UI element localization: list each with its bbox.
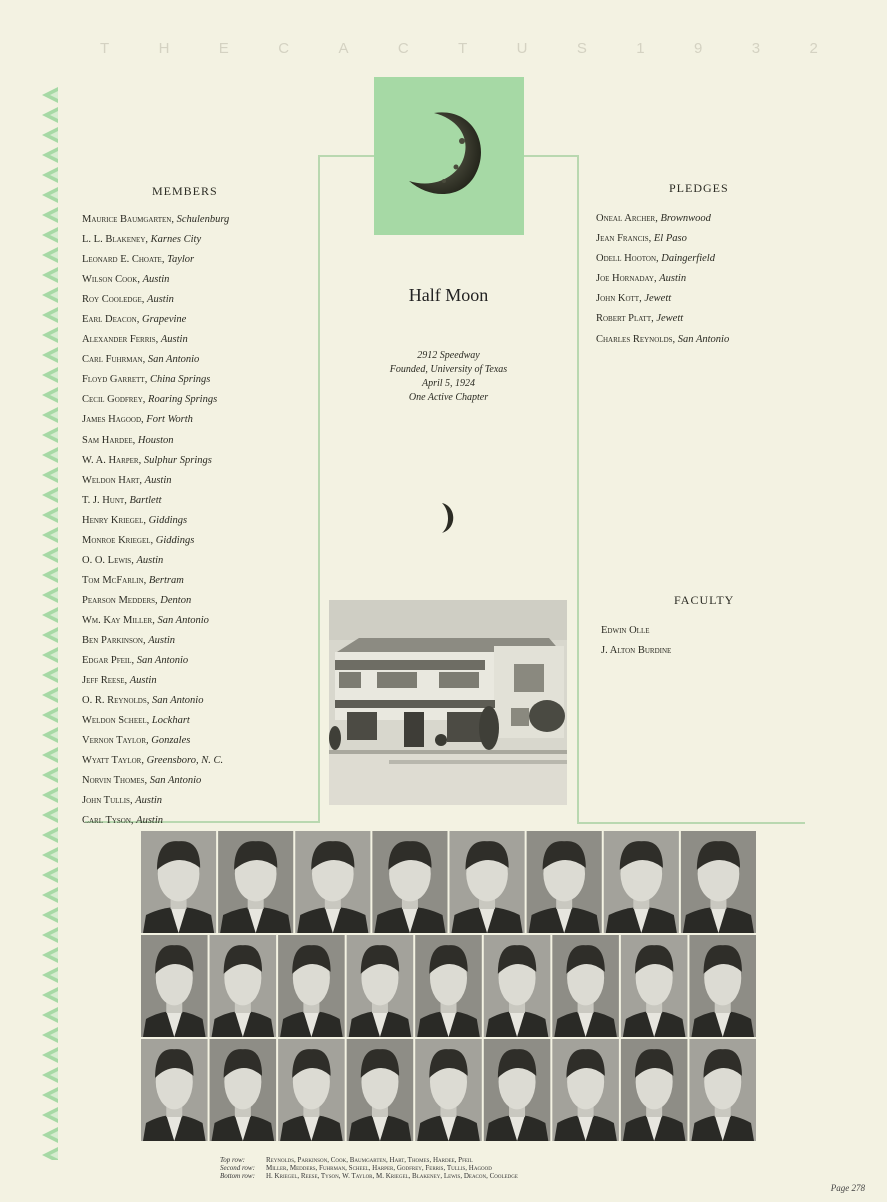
- member-item: Edgar Pfeil, San Antonio: [82, 655, 189, 667]
- chapter-address: 2912 Speedway: [417, 350, 480, 361]
- pledge-name: Jean Francis: [596, 233, 649, 245]
- member-hometown: Austin: [160, 334, 188, 346]
- member-item: Carl Tyson, Austin: [82, 815, 164, 827]
- member-portrait: [681, 831, 756, 933]
- faculty-list: [601, 621, 671, 661]
- member-hometown: Austin: [147, 294, 174, 306]
- member-item: Pearson Medders, Denton: [82, 594, 192, 606]
- member-name: Norvin Thomes: [82, 775, 145, 787]
- member-portrait: [141, 1039, 208, 1141]
- member-item: Weldon Hart, Austin: [82, 474, 172, 486]
- member-portrait: [621, 935, 688, 1037]
- member-portrait: [552, 1039, 619, 1141]
- member-hometown: Denton: [160, 594, 192, 606]
- member-name: O. R. Reynolds: [82, 695, 147, 707]
- member-item: Maurice Baumgarten, Schulenburg: [82, 214, 230, 225]
- member-portrait: [218, 831, 293, 933]
- member-name: Henry Kriegel: [82, 514, 144, 526]
- header-letter: 3: [751, 40, 763, 57]
- member-name: Wyatt Taylor: [82, 755, 142, 767]
- header-letter: E: [218, 40, 231, 57]
- frame-line-left: [318, 155, 320, 823]
- member-hometown: Giddings: [155, 534, 195, 546]
- pledge-name: Joe Hornaday: [596, 273, 654, 285]
- member-name: John Tullis: [82, 795, 130, 807]
- emblem-panel: [374, 77, 524, 235]
- member-name: Wm. Kay Miller: [82, 614, 153, 626]
- chapter-date: April 5, 1924: [421, 378, 476, 389]
- pledge-item: Odell Hooton, Daingerfield: [596, 253, 715, 265]
- pledge-name: Charles Reynolds: [596, 333, 673, 345]
- member-item: Ben Parkinson, Austin: [82, 634, 176, 646]
- running-header: [100, 40, 820, 57]
- member-hometown: Roaring Springs: [148, 394, 218, 406]
- member-name: Roy Cooledge: [82, 294, 142, 306]
- pledge-hometown: Jewett: [656, 313, 684, 325]
- pledge-name: Odell Hooton: [596, 253, 657, 265]
- member-hometown: Austin: [135, 795, 163, 807]
- faculty-name: Edwin Olle: [601, 625, 650, 636]
- chapter-count: One Active Chapter: [408, 392, 489, 403]
- header-letter: S: [576, 40, 589, 57]
- member-name: L. L. Blakeney: [82, 234, 146, 246]
- member-item: Weldon Scheel, Lockhart: [82, 715, 190, 727]
- member-portrait: [347, 1039, 414, 1141]
- members-list: [82, 210, 229, 831]
- member-portrait: [450, 831, 525, 933]
- pledge-item: Oneal Archer, Brownwood: [596, 213, 711, 224]
- member-hometown: Austin: [129, 675, 157, 687]
- member-portrait: [295, 831, 370, 933]
- header-letter: H: [158, 40, 172, 57]
- member-hometown: Bartlett: [129, 494, 162, 506]
- member-item: O. O. Lewis, Austin: [82, 554, 164, 566]
- member-name: Tom McFarlin: [82, 574, 144, 586]
- frame-line-top-right: [524, 155, 579, 157]
- member-portrait: [621, 1039, 688, 1141]
- member-name: Maurice Baumgarten: [82, 214, 172, 225]
- member-hometown: Gonzales: [151, 735, 191, 747]
- member-name: Weldon Hart: [82, 474, 140, 486]
- member-hometown: Grapevine: [141, 314, 187, 326]
- member-hometown: Schulenburg: [176, 214, 230, 225]
- header-letter: T: [100, 40, 112, 57]
- chapter-house-photo: [329, 600, 567, 805]
- member-portrait: [372, 831, 447, 933]
- member-item: Carl Fuhrman, San Antonio: [82, 354, 200, 366]
- member-item: Henry Kriegel, Giddings: [82, 514, 188, 526]
- pledge-hometown: San Antonio: [677, 333, 730, 345]
- header-letter: C: [397, 40, 411, 57]
- member-name: W. A. Harper: [82, 454, 139, 466]
- pledge-item: Jean Francis, El Paso: [596, 233, 687, 245]
- member-portrait: [689, 935, 756, 1037]
- member-hometown: San Antonio: [152, 695, 204, 707]
- member-name: Alexander Ferris: [82, 334, 156, 346]
- member-portrait: [415, 935, 482, 1037]
- faculty-name: J. Alton Burdine: [601, 645, 672, 656]
- member-name: Monroe Kriegel: [82, 534, 151, 546]
- header-letter: 9: [694, 40, 705, 57]
- pledges-list: [596, 209, 729, 350]
- member-portrait: [141, 831, 216, 933]
- pledge-hometown: Brownwood: [660, 213, 711, 224]
- member-name: Carl Tyson: [82, 815, 131, 827]
- member-item: Norvin Thomes, San Antonio: [82, 775, 202, 787]
- member-name: Jeff Reese: [82, 675, 125, 687]
- member-hometown: San Antonio: [157, 614, 209, 626]
- faculty-item: [601, 641, 671, 661]
- caption-names: Reynolds, Parkinson, Cook, Baumgarten, Hart, Thomes, Hardee, Pfeil: [266, 1156, 473, 1164]
- member-hometown: China Springs: [149, 374, 211, 386]
- member-hometown: Lockhart: [151, 715, 190, 727]
- member-item: John Tullis, Austin: [82, 795, 163, 807]
- pledge-item: Charles Reynolds, San Antonio: [596, 333, 730, 345]
- pledge-hometown: Jewett: [644, 293, 672, 305]
- member-item: Leonard E. Choate, Taylor: [82, 254, 195, 266]
- member-portrait: [604, 831, 679, 933]
- small-crescent-moon-icon: [432, 500, 462, 536]
- member-hometown: Austin: [142, 274, 170, 286]
- header-letter: A: [338, 40, 351, 57]
- member-hometown: Austin: [148, 634, 176, 646]
- chapter-title: Half Moon: [408, 285, 489, 305]
- member-portrait: [278, 935, 345, 1037]
- member-item: Sam Hardee, Houston: [82, 434, 174, 446]
- pledges-heading: PLEDGES: [669, 181, 729, 195]
- member-hometown: San Antonio: [149, 775, 202, 787]
- caption-names: Miller, Medders, Fuhrman, Scheel, Harper, Godfrey, Ferris, Tullis, Hagood: [266, 1164, 492, 1172]
- member-portrait: [415, 1039, 482, 1141]
- member-name: Floyd Garrett: [82, 374, 145, 386]
- member-name: Weldon Scheel: [82, 715, 147, 727]
- chapter-info: [320, 349, 577, 405]
- member-item: O. R. Reynolds, San Antonio: [82, 695, 204, 707]
- caption-label: Bottom row:: [220, 1172, 255, 1180]
- member-hometown: Houston: [137, 434, 174, 446]
- member-item: L. L. Blakeney, Karnes City: [82, 234, 202, 246]
- photo-caption: [220, 1156, 780, 1180]
- member-hometown: Austin: [136, 554, 164, 566]
- member-portrait: [484, 1039, 551, 1141]
- member-item: James Hagood, Fort Worth: [82, 414, 193, 426]
- triangle-border-ornament: [40, 85, 62, 1160]
- caption-label: Top row:: [220, 1156, 245, 1164]
- member-hometown: Giddings: [148, 514, 188, 526]
- pledge-hometown: Austin: [659, 273, 687, 285]
- member-name: Cecil Godfrey: [82, 394, 143, 406]
- member-item: Wilson Cook, Austin: [82, 274, 170, 286]
- frame-line-top-left: [318, 155, 374, 157]
- caption-names: H. Kriegel, Reese, Tyson, W. Taylor, M. Kriegel, Blakeney, Lewis, Deacon, Cooledge: [266, 1172, 518, 1180]
- faculty-item: [601, 621, 671, 641]
- member-item: Tom McFarlin, Bertram: [82, 574, 184, 586]
- member-name: Ben Parkinson: [82, 634, 143, 646]
- member-hometown: San Antonio: [147, 354, 200, 366]
- member-portrait: [552, 935, 619, 1037]
- member-hometown: Sulphur Springs: [143, 454, 212, 466]
- member-hometown: Austin: [144, 474, 172, 486]
- member-portrait: [210, 935, 277, 1037]
- member-name: Edgar Pfeil: [82, 655, 132, 667]
- member-item: Wm. Kay Miller, San Antonio: [82, 614, 209, 626]
- member-hometown: Karnes City: [150, 234, 202, 246]
- members-heading: MEMBERS: [152, 184, 218, 198]
- header-letter: U: [516, 40, 530, 57]
- frame-line-bottom-right: [577, 822, 805, 824]
- pledge-item: Joe Hornaday, Austin: [596, 273, 687, 285]
- member-item: Wyatt Taylor, Greensboro, N. C.: [82, 755, 224, 767]
- member-name: Earl Deacon: [82, 314, 137, 326]
- pledge-hometown: El Paso: [653, 233, 687, 245]
- member-name: O. O. Lewis: [82, 554, 132, 566]
- member-hometown: Bertram: [148, 574, 184, 586]
- member-name: Sam Hardee: [82, 434, 133, 446]
- member-item: Vernon Taylor, Gonzales: [82, 735, 191, 747]
- member-name: Pearson Medders: [82, 594, 156, 606]
- pledge-hometown: Daingerfield: [661, 253, 715, 265]
- pledge-name: John Kott: [596, 293, 640, 305]
- member-portrait: [210, 1039, 277, 1141]
- member-hometown: Austin: [136, 815, 164, 827]
- member-item: Cecil Godfrey, Roaring Springs: [82, 394, 218, 406]
- member-portrait: [689, 1039, 756, 1141]
- pledge-name: Robert Platt: [596, 313, 652, 325]
- member-portrait: [527, 831, 602, 933]
- member-item: Earl Deacon, Grapevine: [82, 314, 187, 326]
- faculty-heading: FACULTY: [674, 593, 735, 607]
- member-item: Roy Cooledge, Austin: [82, 294, 174, 306]
- chapter-founded: Founded, University of Texas: [389, 364, 508, 375]
- member-portrait: [141, 935, 208, 1037]
- pledge-item: John Kott, Jewett: [596, 293, 672, 305]
- member-item: T. J. Hunt, Bartlett: [82, 494, 162, 506]
- frame-line-right: [577, 155, 579, 823]
- page-number: Page 278: [830, 1183, 865, 1193]
- member-name: Leonard E. Choate: [82, 254, 162, 266]
- pledge-item: Robert Platt, Jewett: [596, 313, 684, 325]
- caption-label: Second row:: [220, 1164, 255, 1172]
- member-name: T. J. Hunt: [82, 494, 125, 506]
- member-item: Alexander Ferris, Austin: [82, 334, 188, 346]
- member-item: Floyd Garrett, China Springs: [82, 374, 211, 386]
- member-portrait: [484, 935, 551, 1037]
- member-name: Wilson Cook: [82, 274, 138, 286]
- header-letter: 1: [636, 40, 647, 57]
- member-hometown: Fort Worth: [146, 414, 193, 426]
- member-hometown: Taylor: [167, 254, 195, 266]
- member-item: Monroe Kriegel, Giddings: [82, 534, 195, 546]
- member-item: Jeff Reese, Austin: [82, 675, 157, 687]
- member-portrait: [278, 1039, 345, 1141]
- member-name: Carl Fuhrman: [82, 354, 143, 366]
- member-hometown: Greensboro, N. C.: [146, 755, 224, 767]
- member-portraits-grid: [140, 831, 757, 1141]
- member-name: James Hagood: [82, 414, 142, 426]
- pledge-name: Oneal Archer: [596, 213, 656, 224]
- member-portrait: [347, 935, 414, 1037]
- member-item: W. A. Harper, Sulphur Springs: [82, 454, 212, 466]
- member-name: Vernon Taylor: [82, 735, 147, 747]
- header-letter: T: [458, 40, 470, 57]
- header-letter: 2: [809, 40, 820, 57]
- member-hometown: San Antonio: [136, 655, 189, 667]
- crescent-moon-emblem-icon: [374, 77, 524, 235]
- header-letter: C: [278, 40, 292, 57]
